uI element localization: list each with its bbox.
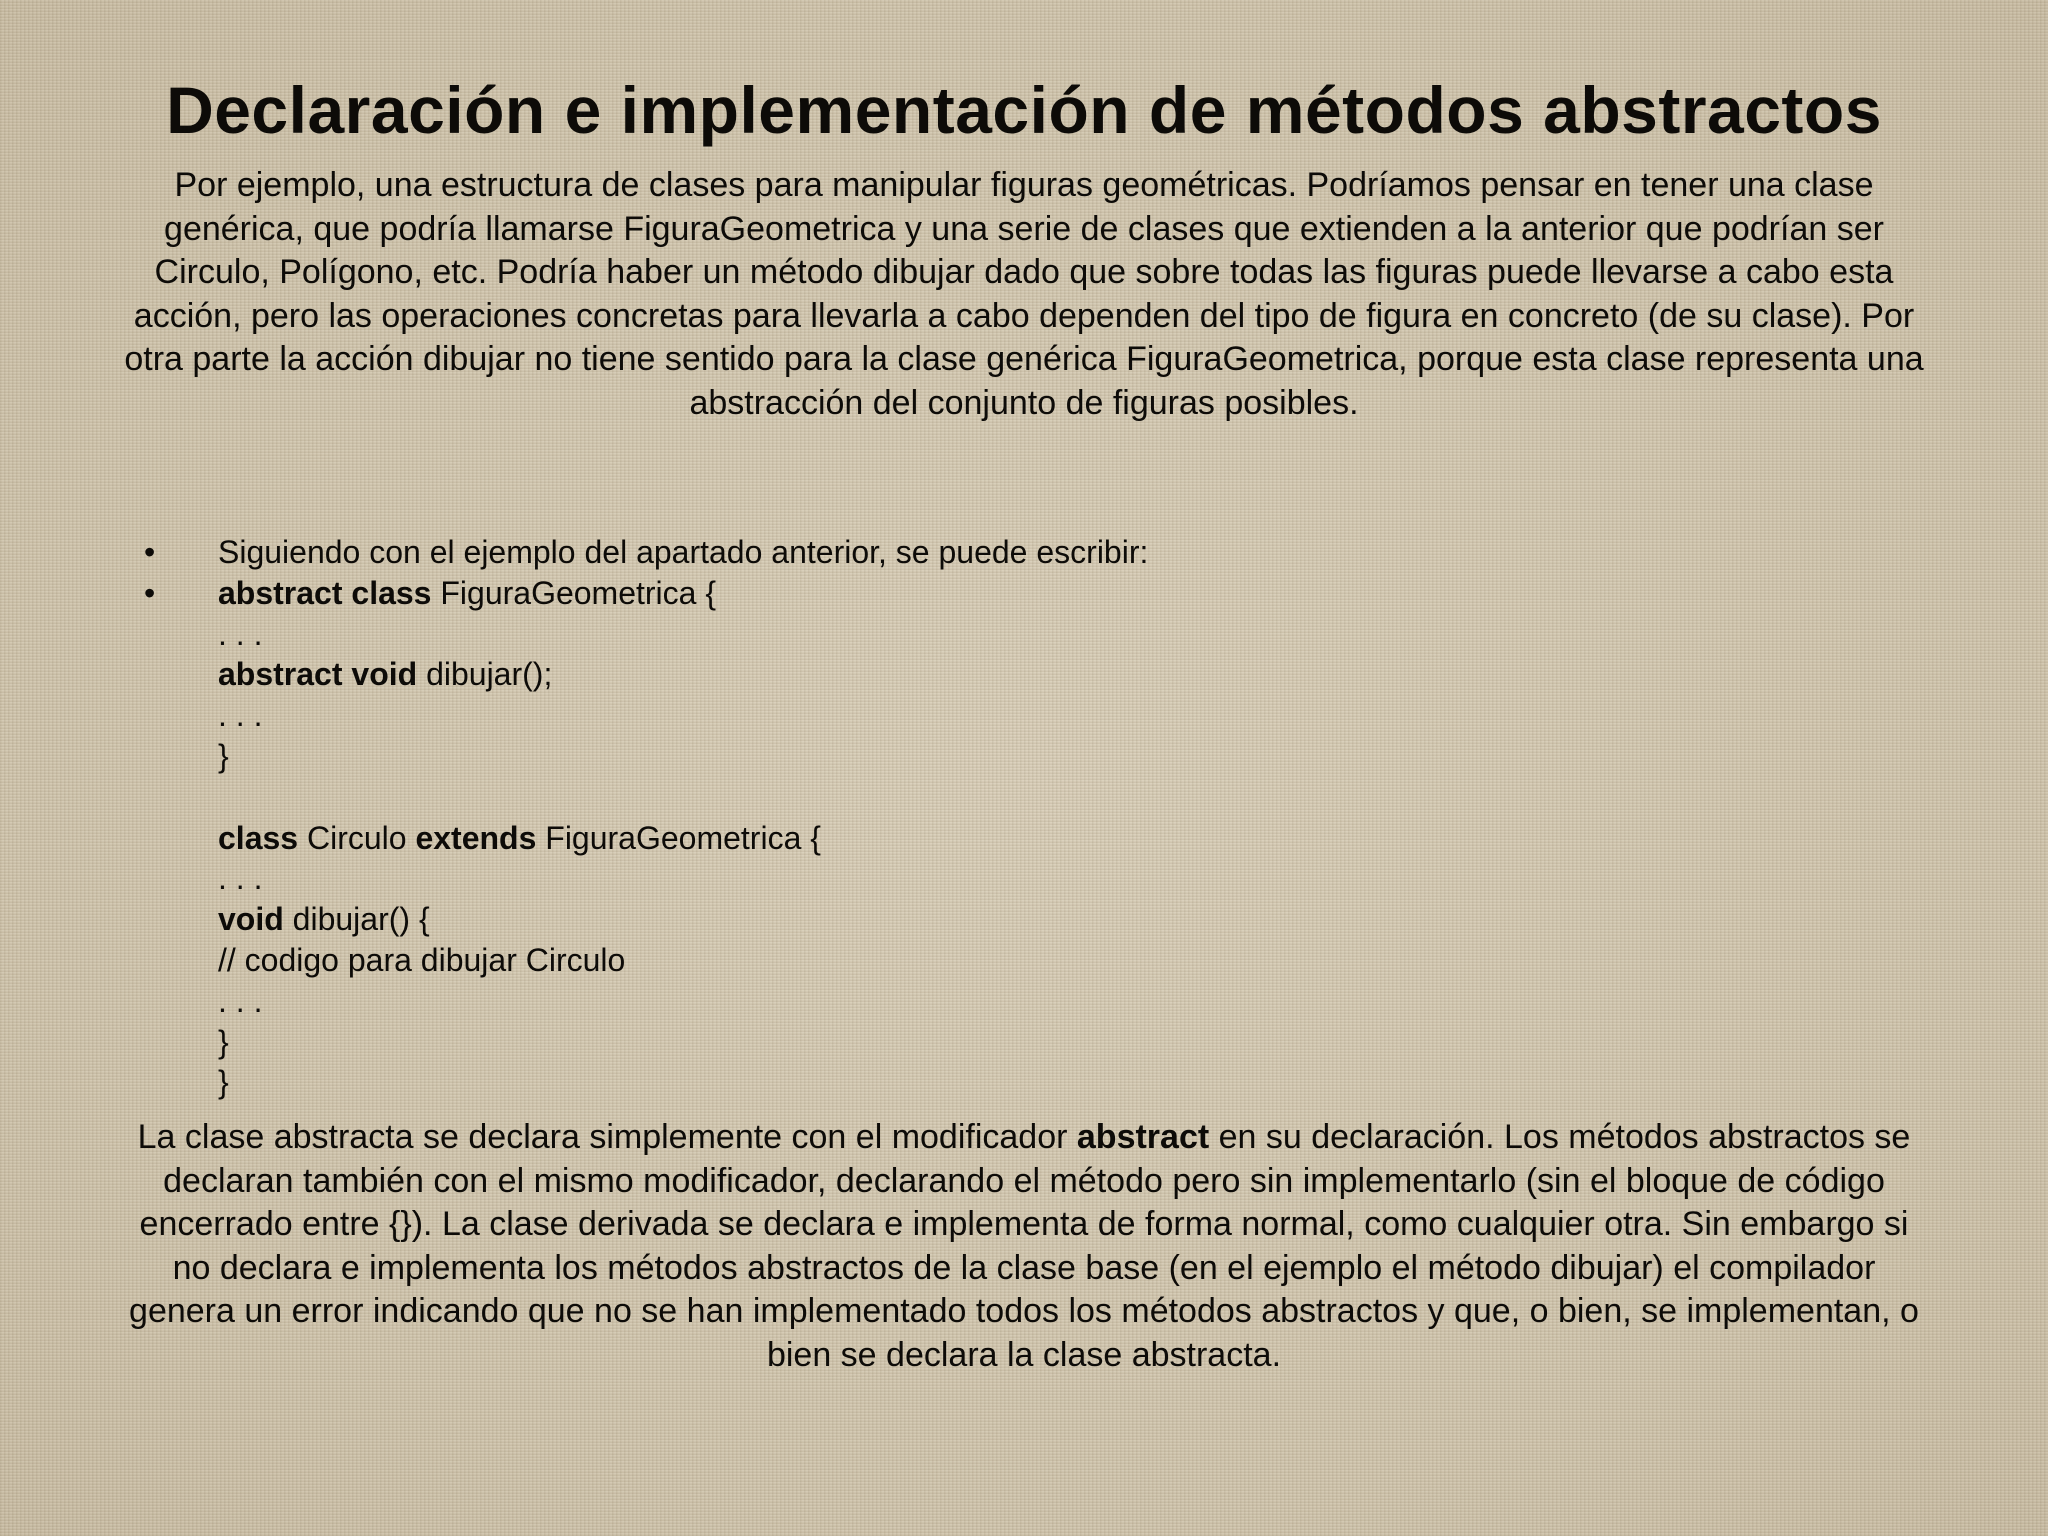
bullet-icon: • [144, 574, 156, 611]
code-blank-line [140, 777, 1840, 818]
code-text: Circulo [298, 819, 416, 856]
code-text: FiguraGeometrica { [536, 819, 821, 856]
code-keyword: class [218, 819, 299, 856]
code-line: } [218, 1064, 229, 1101]
code-line [140, 899, 1840, 940]
code-keyword: extends [415, 819, 537, 856]
code-line: } [218, 1023, 229, 1060]
outro-text: La clase abstracta se declara simplemente con el modificador [137, 1118, 1077, 1156]
code-line [140, 818, 1840, 859]
code-line [140, 573, 1840, 614]
outro-text: en su declaración. Los métodos abstractos se declaran también con el mismo modificador, declarando el método pero sin implementarlo (sin el bloque de código encerrado entre {}). La clase derivada se declara e implementa de forma normal, como cualquier otra. Sin embargo si no declara e implementa los métodos abstractos de la clase base (en el ejemplo el método dibujar) el compilador genera un error indicando que no se han implementado todos los métodos abstractos y que, o bien, se implementan, o bien se declara la clase abstracta. [129, 1118, 1919, 1374]
bullet-text: Siguiendo con el ejemplo del apartado anterior, se puede escribir: [218, 534, 1149, 570]
code-keyword: abstract void [218, 656, 418, 693]
code-line: } [218, 737, 229, 774]
code-text: dibujar(); [417, 656, 553, 693]
outro-paragraph [120, 1116, 1928, 1377]
code-keyword: abstract class [218, 574, 432, 611]
intro-paragraph: Por ejemplo, una estructura de clases para manipular figuras geométricas. Podríamos pensar en tener una clase genérica, que podría llamarse FiguraGeometrica y una serie de clases que extienden a la anterior que podrían ser Circulo, Polígono, etc. Podría haber un método dibujar dado que sobre todas las figuras puede llevarse a cabo esta acción, pero las operaciones concretas para llevarla a cabo dependen del tipo de figura en concreto (de su clase). Por otra parte la acción dibujar no tiene sentido para la clase genérica FiguraGeometrica, porque esta clase representa una abstracción del conjunto de figuras posibles. [124, 166, 1924, 422]
code-comment-line: // codigo para dibujar Circulo [218, 941, 626, 978]
code-keyword: void [218, 901, 284, 938]
code-line: . . . [218, 982, 263, 1019]
code-line [140, 654, 1840, 695]
slide-title: Declaración e implementación de métodos abstractos [166, 73, 1882, 147]
code-text: dibujar() { [283, 901, 430, 938]
bullet-item-intro [140, 532, 1840, 573]
code-line: . . . [218, 615, 263, 652]
code-line: . . . [218, 697, 263, 734]
code-text: FiguraGeometrica { [431, 574, 717, 611]
outro-keyword: abstract [1076, 1118, 1210, 1156]
code-example [140, 532, 1840, 1103]
code-line: . . . [218, 860, 263, 897]
bullet-icon: • [144, 534, 156, 570]
